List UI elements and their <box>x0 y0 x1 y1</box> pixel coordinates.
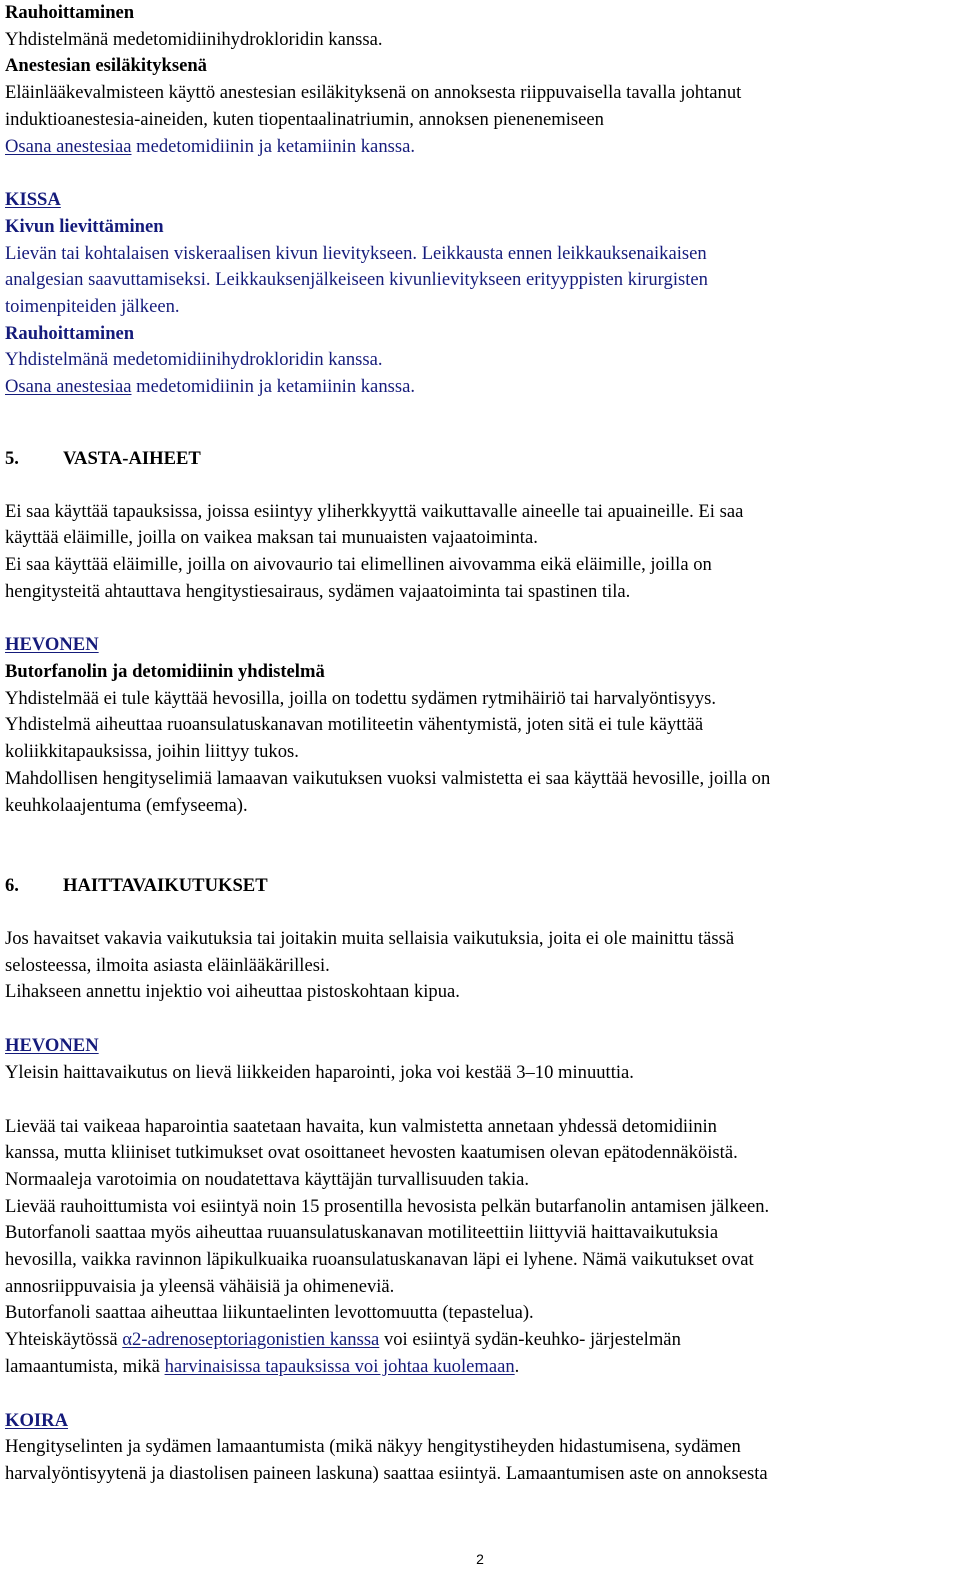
underlined-text: Osana anestesiaa <box>5 135 132 157</box>
text-span: . <box>514 1355 520 1377</box>
text-line: selosteessa, ilmoita asiasta eläinlääkärillesi. <box>5 954 330 976</box>
text-line: käyttää eläimille, joilla on vaikea maksan tai munuaisten vajaatoiminta. <box>5 527 538 549</box>
spacer <box>5 160 957 187</box>
spacer <box>5 819 957 846</box>
spacer <box>5 428 957 446</box>
spacer <box>5 401 957 428</box>
species-heading-hevonen: HEVONEN <box>5 1035 99 1057</box>
text-line: Mahdollisen hengityselimiä lamaavan vaikutuksen vuoksi valmistetta ei saa käyttää hevosille, joilla on <box>5 767 771 789</box>
text-span: medetomidiinin ja ketamiinin kanssa. <box>131 376 415 398</box>
underlined-text: α2-adrenoseptoriagonistien kanssa <box>122 1329 380 1351</box>
text-line: keuhkolaajentuma (emfyseema). <box>5 794 248 816</box>
subheading-rauhoittaminen: Rauhoittaminen <box>5 322 135 344</box>
spacer <box>5 473 957 499</box>
text-line: Ei saa käyttää eläimille, joilla on aivovaurio tai elimellinen aivovamma eikä eläimille, joilla on <box>5 553 712 575</box>
text-line: Butorfanoli saattaa aiheuttaa liikuntaelinten levottomuutta (tepastelua). <box>5 1302 534 1324</box>
spacer <box>5 846 957 873</box>
text-line: induktioanestesia-aineiden, kuten tiopentaalinatriumin, annoksen pienenemiseen <box>5 108 604 130</box>
section-title: VASTA-AIHEET <box>63 447 201 469</box>
page-number: 2 <box>476 1551 484 1567</box>
text-line: Yleisin haittavaikutus on lievä liikkeiden haparointi, joka voi kestää 3–10 minuuttia. <box>5 1061 634 1083</box>
text-line: Jos havaitset vakavia vaikutuksia tai joitakin muita sellaisia vaikutuksia, joita ei ole mainittu tässä <box>5 927 735 949</box>
text-line: Yhdistelmää ei tule käyttää hevosilla, joilla on todettu sydämen rytmihäiriö tai harvalyöntisyys. <box>5 687 717 709</box>
text-line: Yhdistelmä aiheuttaa ruoansulatuskanavan motiliteetin vähentymistä, joten sitä ei tule käyttää <box>5 714 704 736</box>
section-heading-5 <box>5 446 957 473</box>
species-heading-hevonen: HEVONEN <box>5 634 99 656</box>
section-number: 5. <box>5 447 19 469</box>
text-span: medetomidiinin ja ketamiinin kanssa. <box>131 135 415 157</box>
subheading-butorfanolin-yhdistelma: Butorfanolin ja detomidiinin yhdistelmä <box>5 661 325 683</box>
text-line: Normaaleja varotoimia on noudatettava käyttäjän turvallisuuden takia. <box>5 1168 530 1190</box>
text-span: lamaantumista, mikä <box>5 1355 165 1377</box>
species-heading-koira: KOIRA <box>5 1409 69 1431</box>
text-span: voi esiintyä sydän-keuhko- järjestelmän <box>379 1329 681 1351</box>
text-line: Eläinlääkevalmisteen käyttö anestesian esiläkityksenä on annoksesta riippuvaisella tavalla johtanut <box>5 82 742 104</box>
text-line: Lihakseen annettu injektio voi aiheuttaa pistoskohtaan kipua. <box>5 981 460 1003</box>
section-number: 6. <box>5 875 19 897</box>
section-heading-6 <box>5 873 957 900</box>
subheading-kivun-lievittaminen: Kivun lievittäminen <box>5 215 164 237</box>
spacer <box>5 1381 957 1408</box>
subheading-rauhoittaminen: Rauhoittaminen <box>5 2 135 23</box>
spacer <box>5 900 957 926</box>
document-page <box>5 0 957 1488</box>
text-span: Yhteiskäytössä <box>5 1329 123 1351</box>
text-line: hengitysteitä ahtauttava hengitystiesairaus, sydämen vajaatoiminta tai spastinen tila. <box>5 580 631 602</box>
text-line: Hengityselinten ja sydämen lamaantumista (mikä näkyy hengitystiheyden hidastumisena, sydämen <box>5 1436 741 1458</box>
text-line: analgesian saavuttamiseksi. Leikkauksenjälkeiseen kivunlievitykseen erityyppisten kirurgisten <box>5 269 708 291</box>
text-line <box>5 374 957 401</box>
text-line: Yhdistelmänä medetomidiinihydrokloridin kanssa. <box>5 349 383 371</box>
spacer <box>5 1006 957 1033</box>
underlined-text: harvinaisissa tapauksissa voi johtaa kuolemaan <box>164 1355 515 1377</box>
spacer <box>5 1087 957 1114</box>
species-heading-kissa: KISSA <box>5 189 61 211</box>
text-line: kanssa, mutta kliiniset tutkimukset ovat osoittaneet hevosten kaatumisen olevan epätodennäköistä. <box>5 1142 738 1164</box>
spacer <box>5 605 957 632</box>
text-line: annosriippuvaisia ja yleensä vähäisiä ja ohimeneviä. <box>5 1275 395 1297</box>
text-line: Lievän tai kohtalaisen viskeraalisen kivun lievitykseen. Leikkausta ennen leikkauksenaikaisen <box>5 242 707 264</box>
text-line: Yhdistelmänä medetomidiinihydrokloridin kanssa. <box>5 28 383 50</box>
text-line: hevosilla, vaikka ravinnon läpikulkuaika ruoansulatuskanavan läpi ei lyhene. Nämä vaikutukset ovat <box>5 1249 754 1271</box>
text-line: Lievää tai vaikeaa haparointia saatetaan havaita, kun valmistetta annetaan yhdessä detomidiinin <box>5 1115 717 1137</box>
text-line <box>5 134 957 161</box>
text-line: toimenpiteiden jälkeen. <box>5 296 180 318</box>
text-line: Butorfanoli saattaa myös aiheuttaa ruuansulatuskanavan motiliteettiin liittyviä haittavaikutuksia <box>5 1222 719 1244</box>
text-line: koliikkitapauksissa, joihin liittyy tukos. <box>5 741 299 763</box>
text-line: harvalyöntisyytenä ja diastolisen paineen laskuna) saattaa esiintyä. Lamaantumisen aste on annoksesta <box>5 1462 768 1484</box>
section-title: HAITTAVAIKUTUKSET <box>63 875 268 897</box>
underlined-text: Osana anestesiaa <box>5 376 132 398</box>
subheading-anestesian-esilaakitys: Anestesian esiläkityksenä <box>5 55 207 77</box>
text-line <box>5 1327 957 1354</box>
text-line: Ei saa käyttää tapauksissa, joissa esiintyy yliherkkyyttä vaikuttavalle aineelle tai apuaineille. Ei saa <box>5 500 744 522</box>
text-line: Lievää rauhoittumista voi esiintyä noin 15 prosentilla hevosista pelkän butarfanolin antamisen jälkeen. <box>5 1195 770 1217</box>
text-line <box>5 1354 957 1381</box>
